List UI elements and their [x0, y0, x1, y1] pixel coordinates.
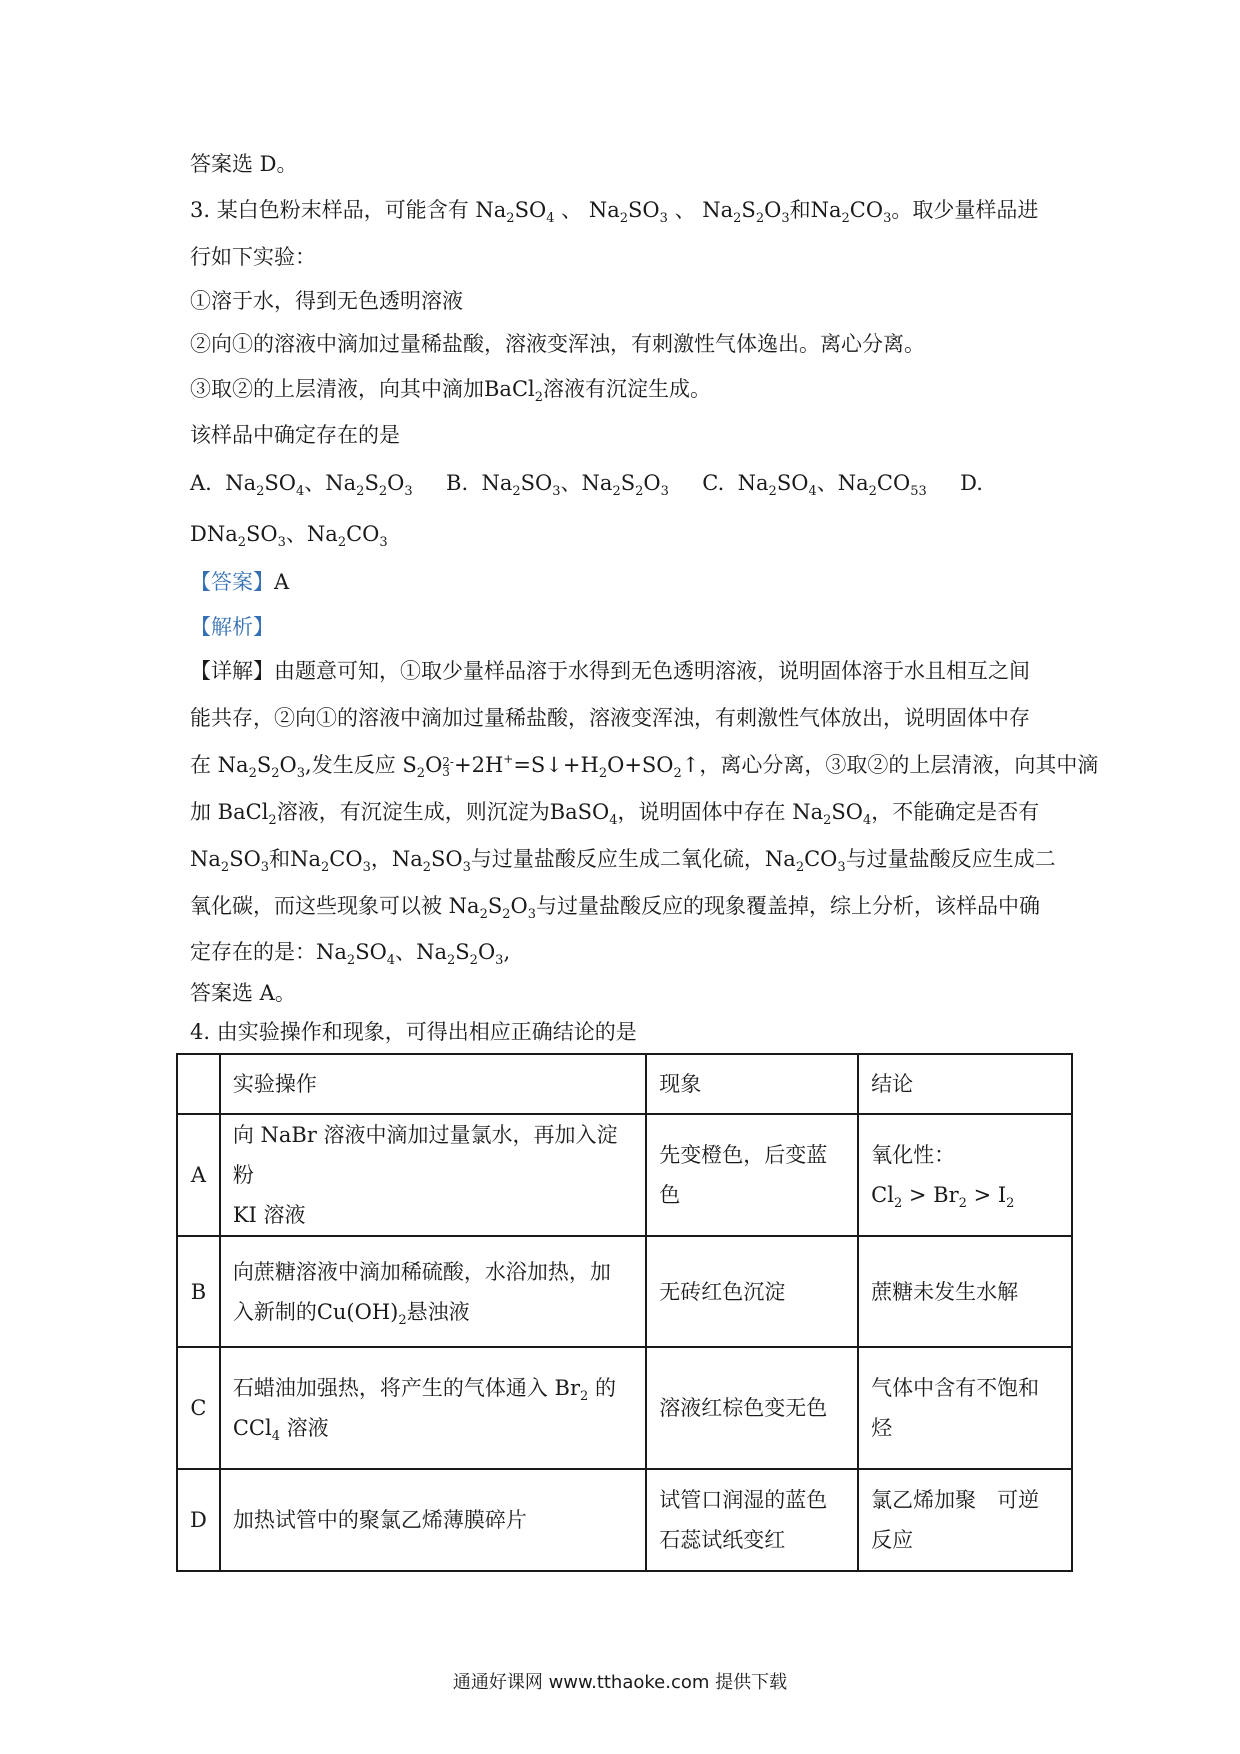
option-d-prefix: D — [190, 522, 207, 546]
op-a-line2: KI 溶液 — [232, 1203, 306, 1227]
detail-3b: ,发生反应 — [305, 753, 396, 777]
op-c-line1a: 石蜡油加强热，将产生的气体通入 — [232, 1376, 548, 1400]
answer-label: 【答案】 — [190, 570, 274, 594]
detail-label: 【详解】 — [190, 659, 274, 683]
con-c-line1: 气体中含有不饱和 — [871, 1376, 1040, 1400]
op-b-line2b: 悬浊液 — [406, 1299, 470, 1324]
detail-4c: ，说明固体中存在 — [617, 800, 786, 824]
detail-text-1: 由题意可知，①取少量样品溶于水得到无色透明溶液，说明固体溶于水且相互之间 — [274, 659, 1030, 683]
row-label-d: D — [177, 1469, 220, 1571]
table-header-corner — [177, 1054, 220, 1114]
step3-text-a: ③取②的上层清液，向其中滴加 — [190, 377, 484, 401]
op-c-line2: 溶液 — [286, 1416, 329, 1440]
detail-line-4: 加 BaCl$_2$溶液，有沉淀生成，则沉淀为BaSO$_4$，说明固体中存在 $Na_2SO_4$，不能确定是否有 — [190, 800, 1040, 828]
detail-7b: 、 — [395, 940, 417, 964]
page-footer: 通通好课网 www.tthaoke.com 提供下载 — [452, 1672, 788, 1693]
operation-a — [220, 1114, 646, 1236]
option-b-label: B. — [446, 471, 469, 495]
answer-line — [190, 567, 289, 597]
op-a-line1: 向 NaBr 溶液中滴加过量氯水，再加入淀粉 — [232, 1123, 618, 1187]
detail-line-2: 能共存，②向①的溶液中滴加过量稀盐酸，溶液变浑浊，有刺激性气体放出，说明固体中存 — [190, 706, 1030, 730]
table-header-row — [177, 1054, 1072, 1114]
phenomenon-c: 溶液红棕色变无色 — [646, 1347, 858, 1469]
conclusion-d — [858, 1469, 1072, 1571]
q3-text-c: 。取少量样品进 — [891, 198, 1039, 222]
operation-b: 向蔗糖溶液中滴加稀硫酸，水浴加热，加 入新制的$Cu(OH)_2$悬浊液 — [220, 1236, 646, 1347]
phen-d-line1: 试管口润湿的蓝色 — [659, 1488, 828, 1512]
q3-text-b: 和 — [789, 198, 811, 222]
header-operation: 实验操作 — [220, 1054, 646, 1114]
table-row — [177, 1469, 1072, 1571]
detail-3a: 在 — [190, 753, 211, 777]
question-3-stem: 3. 某白色粉末样品，可能含有 $Na_2SO_4$ 、 $Na_2SO_3$ 、 $Na_2S_2O_3$和$Na_2CO_3$。取少量样品进 — [190, 198, 1039, 226]
detail-4b: 溶液，有沉淀生成，则沉淀为 — [276, 800, 550, 824]
option-d-label: D. — [960, 471, 983, 495]
detail-7a: 定存在的是： — [190, 940, 316, 964]
table-row — [177, 1236, 1072, 1347]
prev-answer: 答案选 D。 — [190, 152, 298, 176]
header-phenomenon: 现象 — [646, 1054, 858, 1114]
header-conclusion: 结论 — [858, 1054, 1072, 1114]
phenomenon-d — [646, 1469, 858, 1571]
phenomenon-b: 无砖红色沉淀 — [646, 1236, 858, 1347]
detail-line-6: 氧化碳，而这些现象可以被 $Na_2S_2O_3$与过量盐酸反应的现象覆盖掉，综上分析，该样品中确 — [190, 894, 1041, 922]
answer-value: A — [274, 570, 290, 594]
conclusion-c — [858, 1347, 1072, 1469]
phenomenon-a: 先变橙色，后变蓝色 — [646, 1114, 858, 1236]
detail-5c: 与过量盐酸反应生成二氧化硫， — [470, 847, 765, 871]
question-4-stem: 4. 由实验操作和现象，可得出相应正确结论的是 — [190, 1020, 637, 1044]
step-1: ①溶于水，得到无色透明溶液 — [190, 289, 463, 313]
op-c-line1b: 的 — [594, 1376, 616, 1400]
op-b-line2a: 入新制的 — [232, 1299, 317, 1324]
detail-6b: 与过量盐酸反应的现象覆盖掉，综上分析，该样品中确 — [536, 894, 1041, 918]
operation-d: 加热试管中的聚氯乙烯薄膜碎片 — [220, 1469, 646, 1571]
op-b-line1: 向蔗糖溶液中滴加稀硫酸，水浴加热，加 — [232, 1259, 611, 1284]
analysis-label: 【解析】 — [190, 615, 274, 639]
q3-line2: 行如下实验： — [190, 245, 316, 269]
conclusion-b: 蔗糖未发生水解 — [858, 1236, 1072, 1347]
detail-5b: ， — [370, 847, 392, 871]
detail-line-3: 在 $Na_2S_2O_3$,发生反应 $S_2O$ 2- 3 $+2H^+=S↓+H_2O+SO_2↑$，离心分离，③取②的上层清液，向其中滴 — [190, 752, 1099, 781]
row-label-c: C — [177, 1347, 220, 1469]
detail-5d: 与过量盐酸反应生成二 — [845, 847, 1056, 871]
con-d-line2: 反应 — [871, 1528, 914, 1552]
detail-line-5: $Na_2SO_3$和$Na_2CO_3$，$Na_2SO_3$与过量盐酸反应生成二氧化硫，$Na_2CO_3$与过量盐酸反应生成二 — [190, 847, 1056, 875]
row-label-a: A — [177, 1114, 220, 1236]
table-row — [177, 1347, 1072, 1469]
step-3: ③取②的上层清液，向其中滴加BaCl$_2$溶液有沉淀生成。 — [190, 377, 712, 405]
detail-7c: , — [503, 940, 511, 964]
detail-4a: 加 — [190, 800, 211, 824]
experiment-table — [176, 1053, 1073, 1572]
step-2: ②向①的溶液中滴加过量稀盐酸，溶液变浑浊，有刺激性气体逸出。离心分离。 — [190, 332, 925, 356]
row-label-b: B — [177, 1236, 220, 1347]
phen-d-line2: 石蕊试纸变红 — [659, 1528, 786, 1552]
q3-option-d: $DNa_2SO_3$、$Na_2CO_3$ — [190, 522, 388, 550]
detail-4d: ，不能确定是否有 — [871, 800, 1040, 824]
q3-text-a: 3. 某白色粉末样品，可能含有 — [190, 198, 469, 222]
table-row — [177, 1114, 1072, 1236]
option-c-label: C. — [702, 471, 725, 495]
con-d-line1: 氯乙烯加聚 可逆 — [871, 1488, 1040, 1512]
conclusion-a: 氧化性： $Cl_2 > Br_2 > I_2$ — [858, 1114, 1072, 1236]
q3-options: A. $Na_2SO_4$、$Na_2S_2O_3$ B. $Na_2SO_3$、$Na_2S_2O_3$ C. $Na_2SO_4$、$Na_2CO_{53}$ D. — [190, 471, 983, 499]
detail-end: 答案选 A。 — [190, 981, 296, 1005]
operation-c: 石蜡油加强热，将产生的气体通入 $Br_2$ 的 CCl$_4$ 溶液 — [220, 1347, 646, 1469]
detail-line-7: 定存在的是：$Na_2SO_4$、$Na_2S_2O_3$, — [190, 940, 511, 968]
con-c-line2: 烃 — [871, 1416, 893, 1440]
option-a-label: A. — [190, 471, 212, 495]
detail-5a: 和 — [269, 847, 291, 871]
detail-3c: ，离心分离，③取②的上层清液，向其中滴 — [699, 753, 1099, 777]
con-a-line1: 氧化性： — [871, 1143, 956, 1167]
q3-ask: 该样品中确定存在的是 — [190, 423, 400, 447]
detail-line-1 — [190, 656, 1030, 686]
detail-6a: 氧化碳，而这些现象可以被 — [190, 894, 442, 918]
step3-text-b: 溶液有沉淀生成。 — [543, 377, 712, 401]
